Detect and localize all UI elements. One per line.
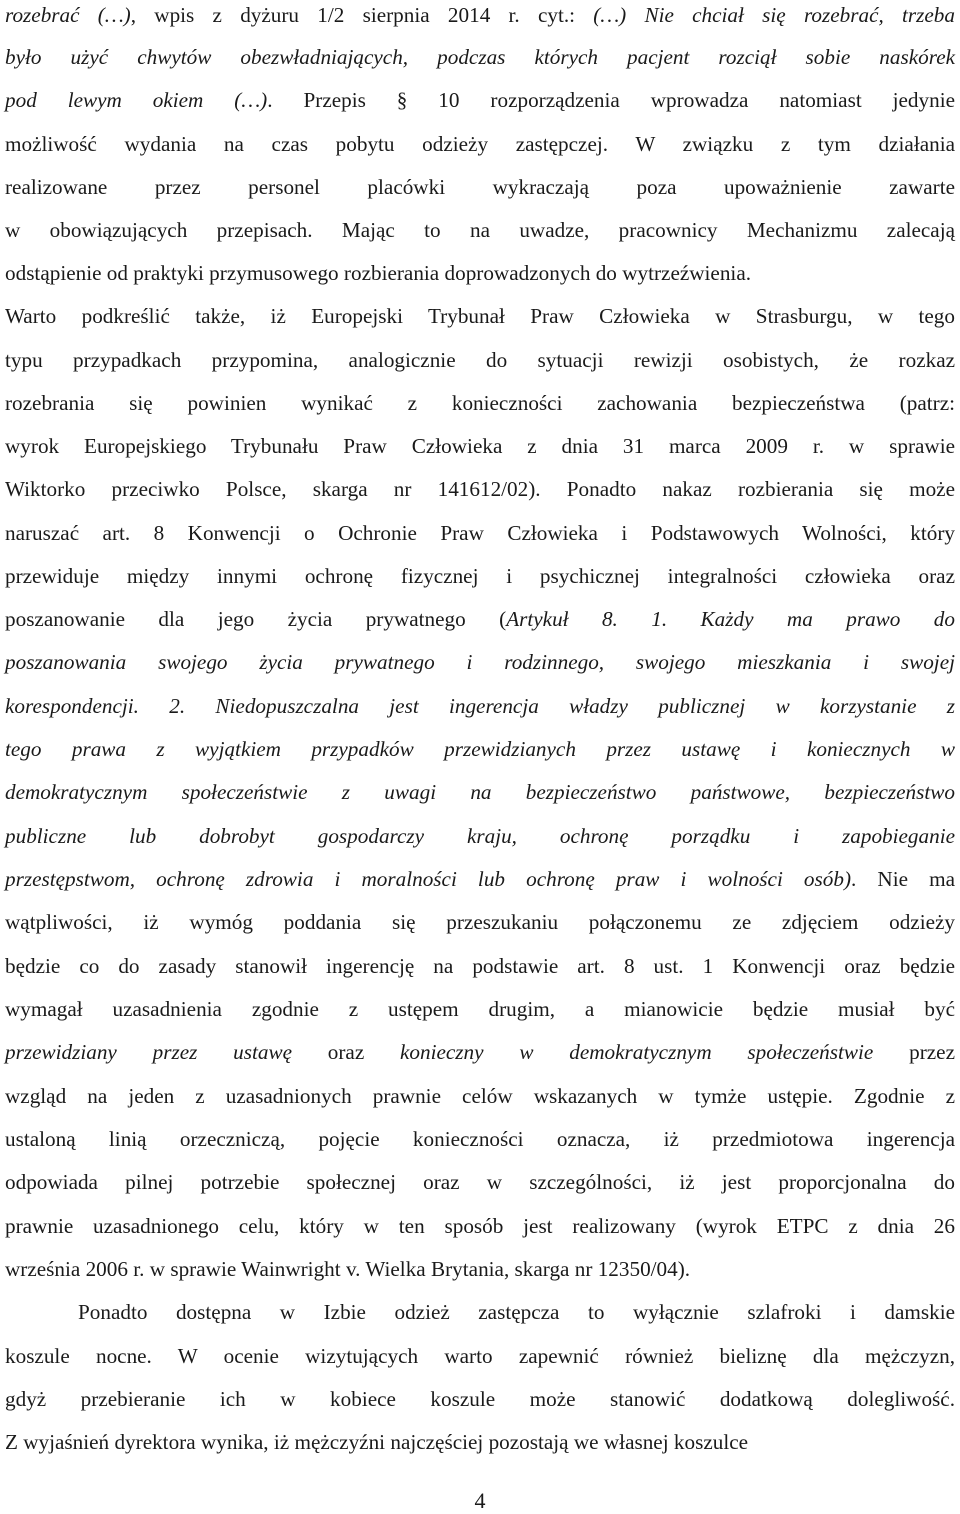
text-run: poszanowanie dla jego życia prywatnego ( xyxy=(5,607,507,631)
text-line xyxy=(5,692,955,720)
italic-text: poszanowania swojego życia prywatnego i rodzinnego, swojego mieszkania i swojej xyxy=(5,650,955,674)
text-line xyxy=(5,1342,955,1370)
italic-text: przewidziany przez ustawę xyxy=(5,1040,292,1064)
text-run: w obowiązujących przepisach. Mając to na uwadze, pracownicy Mechanizmu zalecają xyxy=(5,218,955,242)
text-run: wyrok Europejskiego Trybunału Praw Człowieka z dnia 31 marca 2009 r. w sprawie xyxy=(5,434,955,458)
text-line xyxy=(78,1298,955,1326)
text-run: Z wyjaśnień dyrektora wynika, iż mężczyźni najczęściej pozostają we własnej koszulce xyxy=(5,1430,749,1454)
italic-text: demokratycznym społeczeństwie z uwagi na bezpieczeństwo państwowe, bezpieczeństwo xyxy=(5,780,955,804)
text-run: prawnie uzasadnionego celu, który w ten sposób jest realizowany (wyrok ETPC z dnia 26 xyxy=(5,1214,955,1238)
italic-text: rozebrać (…) xyxy=(5,3,131,27)
text-line xyxy=(5,346,955,374)
italic-text: tego prawa z wyjątkiem przypadków przewidzianych przez ustawę i koniecznych w xyxy=(5,737,955,761)
text-run: możliwość wydania na czas pobytu odzieży zastępczej. W związku z tym działania xyxy=(5,132,955,156)
text-run: naruszać art. 8 Konwencji o Ochronie Praw Człowieka i Podstawowych Wolności, który xyxy=(5,521,955,545)
text-line xyxy=(5,43,955,71)
text-run: . Przepis § 10 rozporządzenia wprowadza natomiast jedynie xyxy=(267,88,955,112)
text-run: , wpis z dyżuru 1/2 sierpnia 2014 r. cyt.: xyxy=(130,3,594,27)
text-line xyxy=(5,1168,955,1196)
text-line xyxy=(5,908,955,936)
text-run: koszule nocne. W ocenie wizytujących warto zapewnić również bieliznę dla mężczyzn, xyxy=(5,1344,955,1368)
text-run: Warto podkreślić także, iż Europejski Trybunał Praw Człowieka w Strasburgu, w tego xyxy=(5,304,955,328)
text-line xyxy=(5,389,955,417)
text-run: Ponadto dostępna w Izbie odzież zastępcza to wyłącznie szlafroki i damskie xyxy=(78,1300,955,1324)
text-line xyxy=(5,432,955,460)
italic-text: konieczny w demokratycznym społeczeństwie xyxy=(400,1040,874,1064)
text-run: wzgląd na jeden z uzasadnionych prawnie celów wskazanych w tymże ustępie. Zgodnie z xyxy=(5,1084,955,1108)
text-line xyxy=(5,475,955,503)
text-run: wątpliwości, iż wymóg poddania się przeszukaniu połączonemu ze zdjęciem odzieży xyxy=(5,910,955,934)
text-line xyxy=(5,1385,955,1413)
text-line xyxy=(5,1125,955,1153)
text-run: gdyż przebieranie ich w kobiece koszule może stanowić dodatkową dolegliwość. xyxy=(5,1387,955,1411)
text-line xyxy=(5,130,955,158)
text-line xyxy=(5,865,955,893)
text-line xyxy=(5,302,955,330)
italic-text: korespondencji. 2. Niedopuszczalna jest ingerencja władzy publicznej w korzystanie z xyxy=(5,694,955,718)
text-line xyxy=(5,822,955,850)
text-line xyxy=(5,1428,955,1456)
text-line xyxy=(5,778,955,806)
text-run: . Nie ma xyxy=(851,867,955,891)
italic-text: pod lewym okiem (…) xyxy=(5,88,268,112)
text-line xyxy=(5,173,955,201)
text-run: odstąpienie od praktyki przymusowego rozbierania doprowadzonych do wytrzeźwienia. xyxy=(5,261,752,285)
text-run: rozebrania się powinien wynikać z konieczności zachowania bezpieczeństwa (patrz: xyxy=(5,391,955,415)
text-line xyxy=(5,216,955,244)
text-line xyxy=(5,1212,955,1240)
text-run: przewiduje między innymi ochronę fizycznej i psychicznej integralności człowieka oraz xyxy=(5,564,955,588)
text-run: przez xyxy=(873,1040,955,1064)
text-run: oraz xyxy=(291,1040,401,1064)
text-run: realizowane przez personel placówki wykraczają poza upoważnienie zawarte xyxy=(5,175,955,199)
page-number: 4 xyxy=(474,1488,486,1513)
text-run: Wiktorko przeciwko Polsce, skarga nr 141612/02). Ponadto nakaz rozbierania się może xyxy=(5,477,955,501)
text-line xyxy=(5,605,955,633)
text-run: typu przypadkach przypomina, analogicznie do sytuacji rewizji osobistych, że rozkaz xyxy=(5,348,955,372)
text-line xyxy=(5,519,955,547)
text-line xyxy=(5,562,955,590)
text-line xyxy=(5,995,955,1023)
text-line xyxy=(5,1,955,29)
italic-text: było użyć chwytów obezwładniających, podczas których pacjent rozciął sobie naskórek xyxy=(5,45,955,69)
italic-text: Artykuł 8. 1. Każdy ma prawo do xyxy=(506,607,955,631)
text-line xyxy=(5,735,955,763)
text-run: odpowiada pilnej potrzebie społecznej oraz w szczególności, iż jest proporcjonalna do xyxy=(5,1170,955,1194)
text-run: ustaloną linią orzeczniczą, pojęcie konieczności oznacza, iż przedmiotowa ingerencja xyxy=(5,1127,955,1151)
text-line xyxy=(5,1082,955,1110)
text-line xyxy=(5,952,955,980)
text-line xyxy=(5,259,955,287)
text-line xyxy=(5,1038,955,1066)
italic-text: przestępstwom, ochronę zdrowia i moralności lub ochronę praw i wolności osób) xyxy=(5,867,852,891)
text-run: będzie co do zasady stanowił ingerencję na podstawie art. 8 ust. 1 Konwencji oraz będzie xyxy=(5,954,955,978)
text-run: września 2006 r. w sprawie Wainwright v. Wielka Brytania, skarga nr 12350/04). xyxy=(5,1257,691,1281)
text-line xyxy=(5,86,955,114)
text-line xyxy=(5,1255,955,1283)
italic-text: publiczne lub dobrobyt gospodarczy kraju, ochronę porządku i zapobieganie xyxy=(5,824,955,848)
text-line xyxy=(5,648,955,676)
text-run: wymagał uzasadnienia zgodnie z ustępem drugim, a mianowicie będzie musiał być xyxy=(5,997,955,1021)
italic-text: (…) Nie chciał się rozebrać, trzeba xyxy=(593,3,955,27)
